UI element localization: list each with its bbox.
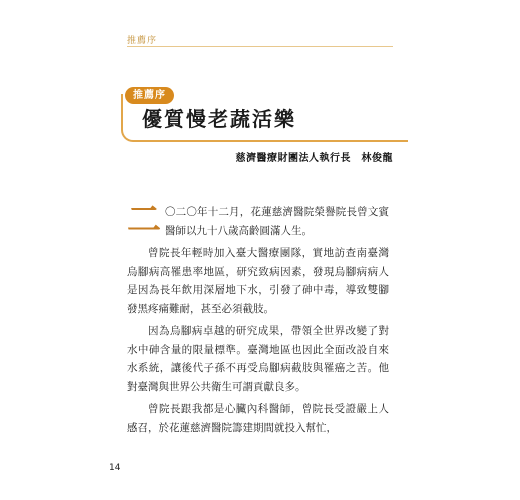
paragraph-4: 曾院長跟我都是心臟內科醫師，曾院長受證嚴上人感召，於花蓮慈濟醫院籌建期間就投入幫忙， [127, 403, 389, 434]
page-number: 14 [109, 463, 121, 473]
drop-cap: 二 [127, 200, 161, 240]
body-text [127, 200, 389, 441]
paragraph-1 [127, 200, 389, 240]
section-badge: 推薦序 [125, 87, 174, 104]
author-byline: 慈濟醫療財團法人執行長 林俊龍 [235, 153, 393, 164]
paragraph-2: 曾院長年輕時加入臺大醫療團隊，實地訪查南臺灣烏腳病高罹患率地區，研究致病因素，發現烏腳病病人是因為長年飲用深層地下水，引發了砷中毒，導致雙腳發黑疼痛難耐，甚至必須截肢。 [127, 247, 389, 315]
chapter-title: 優質慢老蔬活樂 [142, 107, 296, 131]
paragraph-3: 因為烏腳病卓越的研究成果，帶領全世界改變了對水中砷含量的限量標準。臺灣地區也因此全面改設自來水系統，讓後代子孫不再受烏腳病截肢與罹癌之苦。他對臺灣與世界公共衛生可謂貢獻良多。 [127, 325, 389, 393]
header-rule [127, 46, 393, 47]
running-head: 推薦序 [127, 36, 158, 46]
paragraph-1-text: 〇二〇年十二月，花蓮慈濟醫院榮譽院長曾文賓醫師以九十八歲高齡圓滿人生。 [165, 206, 389, 237]
